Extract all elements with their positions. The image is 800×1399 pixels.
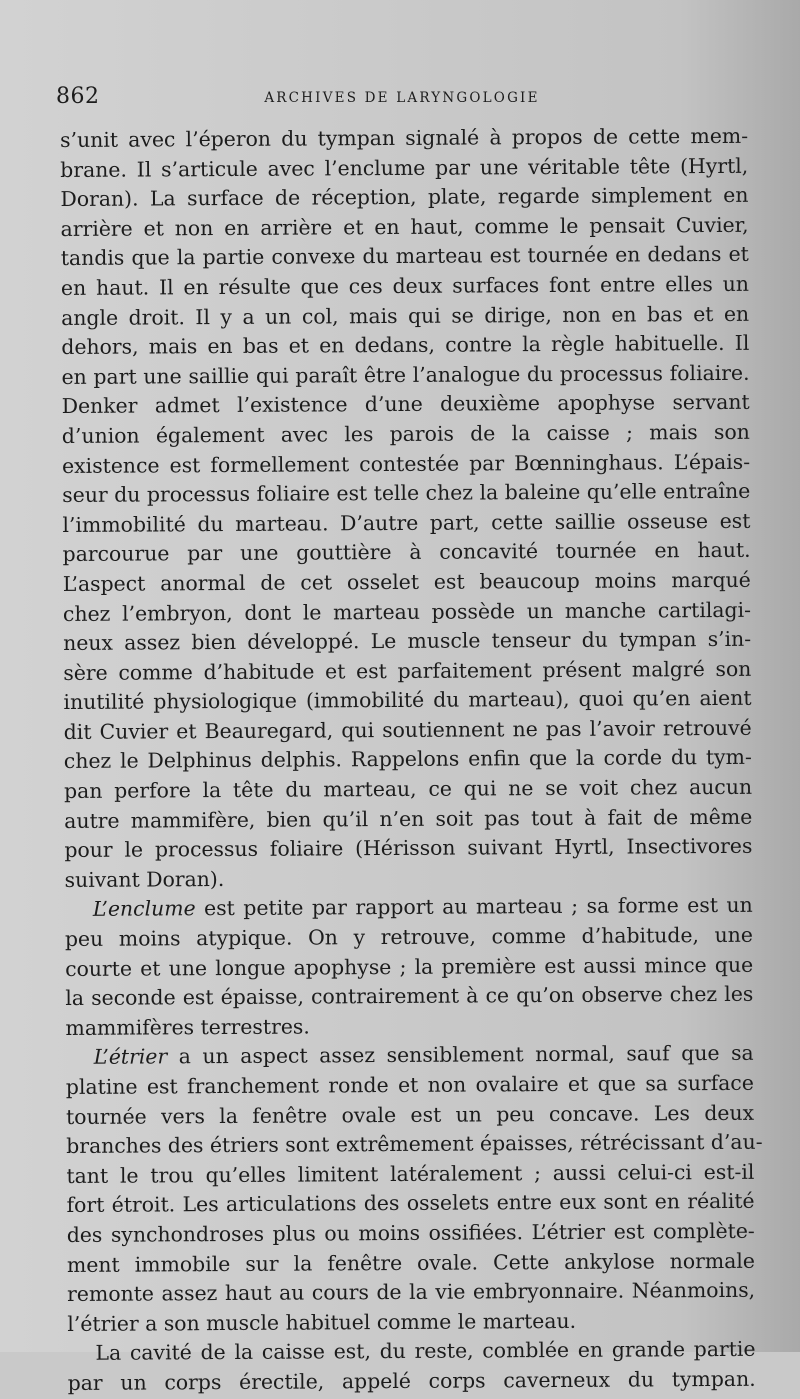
- line-text: fort étroit. Les articulations des osselets entre eux sont en réalité: [66, 1189, 755, 1218]
- text-line: [63, 684, 751, 718]
- text-line: [67, 1335, 755, 1369]
- body-text: [60, 122, 763, 1399]
- text-line: [67, 1306, 755, 1340]
- running-head: ARCHIVES DE LARYNGOLOGIE: [264, 90, 540, 106]
- line-text: parcourue par une gouttière à concavité tournée en haut.: [62, 538, 751, 567]
- text-line: [61, 211, 749, 245]
- line-text: L’aspect anormal de cet osselet est beaucoup moins marqué: [62, 567, 751, 596]
- line-text: brane. Il s’articule avec l’enclume par une véritable tête (Hyrtl,: [60, 153, 749, 182]
- line-text: angle droit. Il y a un col, mais qui se dirige, non en bas et en: [61, 301, 750, 330]
- text-line: [62, 507, 750, 541]
- text-line: [60, 151, 748, 185]
- line-text: pour le processus foliaire (Hérisson suivant Hyrtl, Insectivores: [64, 834, 753, 863]
- text-line: [67, 1217, 755, 1251]
- text-line: [65, 891, 753, 925]
- text-line: [65, 1010, 753, 1044]
- text-line: [65, 980, 753, 1014]
- text-line: [60, 122, 748, 156]
- line-text: branches des étriers sont extrêmement épaisses, rétrécissant d’au-: [66, 1129, 763, 1159]
- text-line: [62, 388, 750, 422]
- line-text: tandis que la partie convexe du marteau est tournée en dedans et: [60, 242, 749, 271]
- line-text: a un aspect assez sensiblement normal, sauf que sa: [167, 1041, 754, 1069]
- line-text: pan perfore la tête du marteau, ce qui ne se voit chez aucun: [63, 774, 753, 804]
- text-line: [66, 1069, 754, 1103]
- text-line: [63, 625, 751, 659]
- italic-term: L’enclume: [92, 896, 196, 922]
- text-line: [61, 329, 749, 363]
- text-line: [64, 802, 752, 836]
- line-text: en haut. Il en résulte que ces deux surfaces font entre elles un: [60, 271, 750, 300]
- line-text: peu moins atypique. On y retrouve, comme d’habitude, une: [64, 922, 754, 952]
- line-text: s’unit avec l’éperon du tympan signalé à propos de cette mem-: [60, 123, 749, 152]
- line-text: platine est franchement ronde et non ovalaire et que sa surface: [65, 1070, 754, 1099]
- text-line: [66, 1039, 754, 1073]
- line-text: mammifères terrestres.: [65, 1014, 310, 1040]
- line-text: Doran). La surface de réception, plate, regarde simplement en: [60, 182, 749, 212]
- line-text: est petite par rapport au marteau ; sa forme est un: [195, 893, 753, 921]
- line-text: ment immobile sur la fenêtre ovale. Cette ankylose normale: [66, 1248, 756, 1277]
- text-line: [62, 447, 750, 481]
- text-line: [67, 1276, 755, 1310]
- text-line: [63, 595, 751, 629]
- text-line: [66, 1158, 754, 1192]
- line-text: neux assez bien développé. Le muscle tenseur du tympan s’in-: [63, 626, 752, 656]
- line-text: La cavité de la caisse est, du reste, comblée en grande partie: [95, 1337, 756, 1366]
- line-text: autre mammifère, bien qu’il n’en soit pas tout à fait de même: [64, 804, 753, 833]
- line-text: chez l’embryon, dont le marteau possède un manche cartilagi-: [62, 597, 752, 626]
- line-text: tant le trou qu’elles limitent latéralement ; aussi celui-ci est-il: [66, 1159, 755, 1188]
- text-line: [60, 181, 748, 215]
- text-line: [61, 299, 749, 333]
- line-text: chez le Delphinus delphis. Rappelons enfin que la corde du tym-: [63, 745, 752, 774]
- line-text: courte et une longue apophyse ; la première est aussi mince que: [65, 952, 754, 981]
- text-line: [62, 477, 750, 511]
- text-line: [63, 654, 751, 688]
- text-line: [61, 270, 749, 304]
- page-header: [56, 84, 748, 116]
- line-text: l’immobilité du marteau. D’autre part, cette saillie osseuse est: [62, 508, 751, 537]
- text-line: [64, 773, 752, 807]
- line-text: sère comme d’habitude et est parfaitement présent malgré son: [63, 656, 752, 685]
- text-line: [62, 418, 750, 452]
- text-line: [67, 1187, 755, 1221]
- text-line: [65, 921, 753, 955]
- line-text: seur du processus foliaire est telle chez la baleine qu’elle entraîne: [62, 478, 751, 508]
- text-line: [66, 1098, 754, 1132]
- text-line: [68, 1365, 756, 1399]
- text-line: [64, 714, 752, 748]
- text-line: [64, 743, 752, 777]
- page-number: 862: [56, 84, 100, 109]
- line-text: l’étrier a son muscle habituel comme le marteau.: [67, 1308, 577, 1336]
- text-line: [61, 240, 749, 274]
- line-text: la seconde est épaisse, contrairement à ce qu’on observe chez les: [65, 982, 754, 1011]
- line-text: arrière et non en arrière et en haut, comme le pensait Cuvier,: [60, 212, 749, 241]
- line-text: d’union également avec les parois de la caisse ; mais son: [61, 419, 750, 448]
- line-text: remonte assez haut au cours de la vie embryonnaire. Néanmoins,: [67, 1277, 756, 1307]
- text-line: [61, 359, 749, 393]
- text-line: [64, 832, 752, 866]
- italic-term: L’étrier: [93, 1044, 168, 1070]
- text-line: [67, 1246, 755, 1280]
- line-text: tournée vers la fenêtre ovale est un peu concave. Les deux: [65, 1100, 755, 1129]
- line-text: existence est formellement contestée par Bœnninghaus. L’épais-: [62, 449, 751, 478]
- text-line: [66, 1128, 763, 1162]
- text-line: [63, 536, 751, 570]
- line-text: suivant Doran).: [64, 866, 225, 892]
- line-text: des synchondroses plus ou moins ossifiées. L’étrier est complète-: [66, 1218, 755, 1247]
- line-text: Denker admet l’existence d’une deuxième apophyse servant: [61, 390, 750, 419]
- line-text: dit Cuvier et Beauregard, qui soutiennent ne pas l’avoir retrouvé: [63, 715, 752, 744]
- text-line: [63, 566, 751, 600]
- line-text: par un corps érectile, appelé corps caverneux du tympan.: [67, 1366, 756, 1395]
- line-text: inutilité physiologique (immobilité du marteau), quoi qu’en aient: [63, 686, 752, 715]
- text-line: [65, 862, 753, 896]
- line-text: dehors, mais en bas et en dedans, contre la règle habituelle. Il: [61, 330, 750, 360]
- text-line: [65, 950, 753, 984]
- line-text: en part une saillie qui paraît être l’analogue du processus foliaire.: [61, 360, 750, 389]
